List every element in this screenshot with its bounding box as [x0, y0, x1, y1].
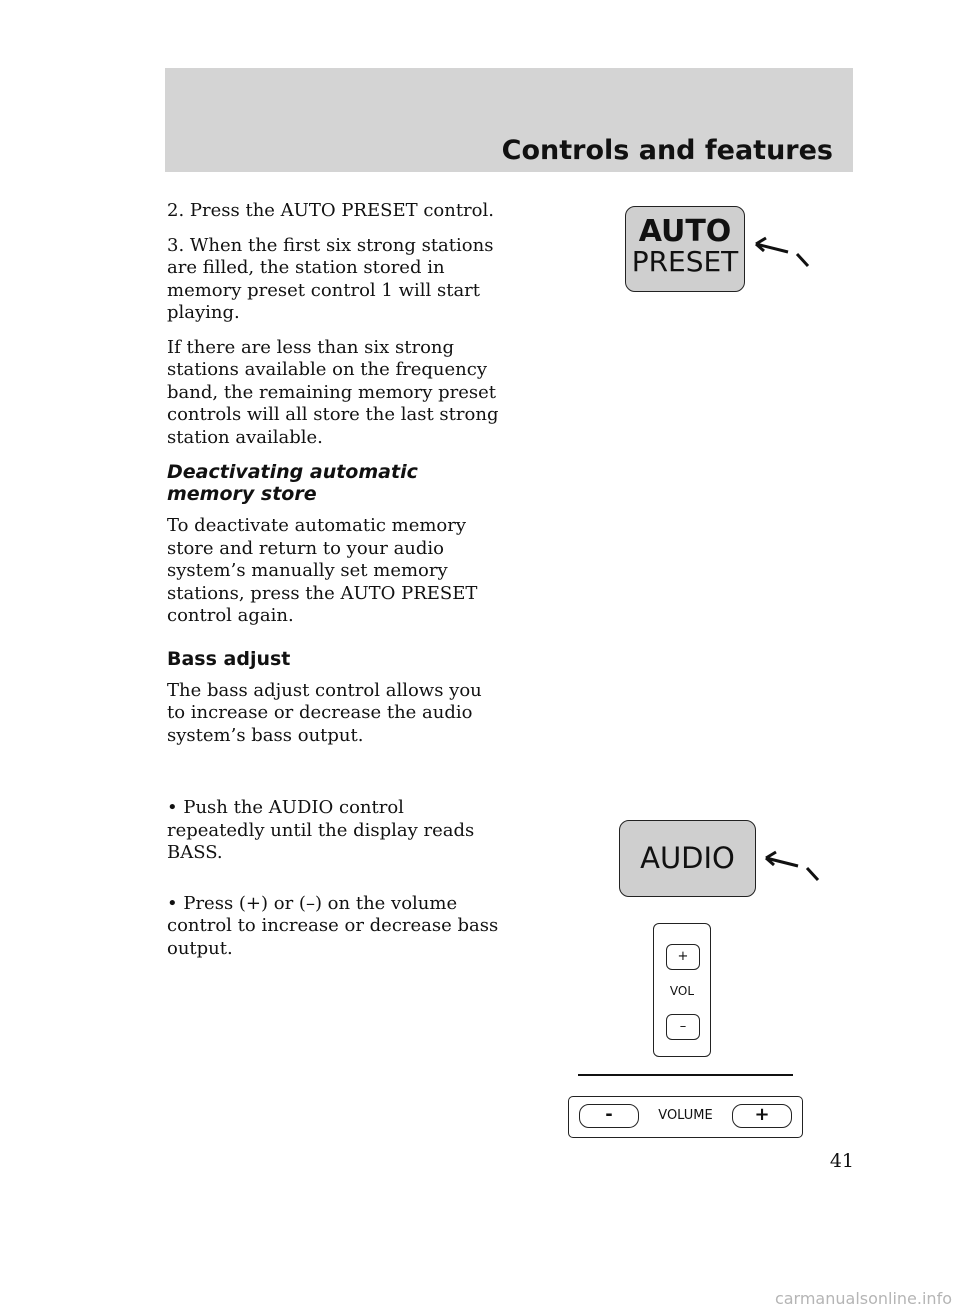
- auto-label: AUTO: [638, 214, 732, 249]
- audio-button: AUDIO: [619, 820, 756, 897]
- auto-preset-button: [625, 206, 745, 292]
- page-number: 41: [829, 1150, 854, 1172]
- step-2: 2. Press the AUTO PRESET control.: [167, 200, 494, 221]
- press-arrow-icon: [762, 848, 822, 884]
- deactivate-text: To deactivate automatic memory store and return to your audio system’s manually set memory stations, press the AUTO PRESET control again.: [167, 515, 478, 626]
- bass-heading: Bass adjust: [167, 647, 291, 670]
- volume-minus-key: -: [579, 1104, 639, 1128]
- vol-label: VOL: [669, 984, 695, 998]
- deactivate-heading: Deactivating automatic memory store: [167, 461, 418, 505]
- watermark: carmanualsonline.info: [774, 1289, 952, 1308]
- section-title: Controls and features: [501, 135, 833, 166]
- vol-minus-key: –: [666, 1014, 700, 1040]
- bass-text: The bass adjust control allows you to increase or decrease the audio system’s bass output.: [167, 679, 482, 746]
- divider: [578, 1074, 793, 1076]
- bass-step-volume: • Press (+) or (–) on the volume control to increase or decrease bass output.: [167, 892, 499, 959]
- body-text: [167, 200, 502, 972]
- preset-label: PRESET: [631, 245, 739, 278]
- bass-step-audio: • Push the AUDIO control repeatedly until the display reads BASS.: [167, 797, 475, 863]
- step-3: 3. When the first six strong stations are filled, the station stored in memory preset control 1 will start playing.: [167, 234, 494, 323]
- vol-plus-key: +: [666, 944, 700, 970]
- press-arrow-icon: [752, 234, 812, 270]
- less-stations-note: If there are less than six strong stations available on the frequency band, the remaining memory preset controls will all store the last strong station available.: [167, 336, 499, 448]
- header-band: [165, 68, 853, 172]
- volume-bar: [568, 1096, 803, 1138]
- vol-rocker: [653, 923, 711, 1057]
- volume-plus-key: +: [732, 1104, 792, 1128]
- volume-label: VOLUME: [658, 1108, 713, 1123]
